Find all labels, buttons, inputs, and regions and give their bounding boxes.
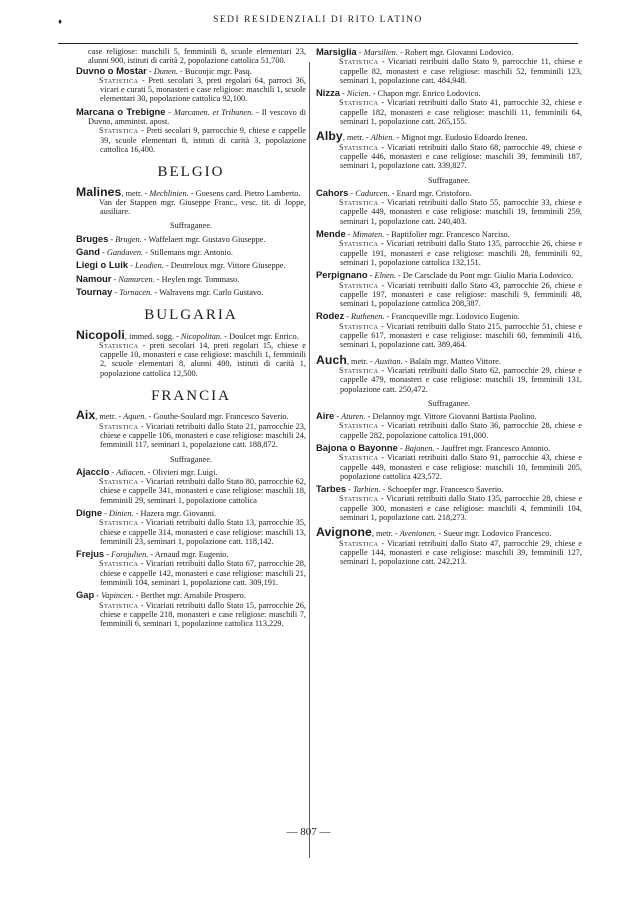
bishop-name: Sueur mgr. Lodovico Francesco. xyxy=(443,529,552,539)
stat-label: Statistica xyxy=(339,98,379,108)
diocese-entry-ajaccio: Ajaccio - Adiacen. - Olivieri mgr. Luigi. Statistica - Vicariati retribuiti dallo Stato 80, parrocchie 62, chiese e cappelle 341, monasteri e case religiose: maschili 18, femminili 29, seminari 1, popolazione cattolica xyxy=(76,465,306,505)
diocese-entry-namour: Namour - Namurcen. - Heylen mgr. Tommaso. xyxy=(76,272,240,284)
diocese-name: Ajaccio xyxy=(76,465,110,477)
bishop-name: Mignot mgr. Eudosio Edoardo Ireneo. xyxy=(401,133,528,143)
diocese-name: Gand xyxy=(76,246,100,258)
stat-label: Statistica xyxy=(339,494,379,504)
stat-text: Vicariati retribuiti dallo Stato 47, parrocchie 29, chiese e cappelle 144, monasteri e case religiose: maschili 39, femminili 127, seminari 1, popolazione catt. 242,213. xyxy=(340,538,582,567)
diocese-entry-bruges: Bruges - Brugen. - Waffelaert mgr. Gustavo Giuseppe. xyxy=(76,232,266,244)
diocese-name: Malines xyxy=(76,184,122,199)
diocese-name: Liegi o Luik xyxy=(76,259,129,271)
stat-text: Vicariati retribuiti dallo Stato 9, parrocchie 11, chiese e cappelle 82, monasteri e case religiose: maschili 52, femminili 123, seminari 1, popolazione catt. 484,948. xyxy=(340,57,583,85)
diocese-name: Duvno o Mostar xyxy=(76,64,147,76)
bishop-name: Baptifolier mgr. Francesco Narciso. xyxy=(391,230,510,240)
stat-text: Vicariati retribuiti dallo Stato 21, parrocchie 23, chiese e cappelle 106, monasteri e case religiose: maschili 24, femminili 117, seminari 1, popolazione catt. 188,872. xyxy=(100,421,306,450)
latin-name: Cadurcen. xyxy=(355,188,390,198)
stat-label: Statistica xyxy=(339,421,379,431)
bishop-name: Schoepfer mgr. Francesco Saverio. xyxy=(387,485,504,495)
stat-text: Vicariati retribuiti dallo Stato 62, parrocchie 29, chiese e cappelle 479, monasteri e case religiose: maschili 19, femminili 131, popolazione catt. 250,472. xyxy=(340,365,582,394)
latin-name: Gandaven. xyxy=(106,248,144,258)
stat-label: Statistica xyxy=(99,518,139,528)
latin-name: Auxitan. xyxy=(374,356,403,366)
stat-label: Statistica xyxy=(99,600,139,610)
latin-name: Nicien. xyxy=(346,89,371,99)
diocese-name: Mende xyxy=(316,228,346,240)
bishop-name: De Carsclade du Pont mgr. Giulio Maria Lodovico. xyxy=(402,271,574,281)
running-header xyxy=(58,10,578,30)
bishop-name: Buconjic mgr. Pasq. xyxy=(184,66,252,76)
stat-text: Vicariati retribuiti dallo Stato 215, parrocchie 51, chiese e cappelle 617, monasteri e case religiose: maschili 60, femminili 416, seminari 1, popolazione catt. 389,464. xyxy=(340,321,583,350)
stat-text: Vicariati retribuiti dallo Stato 135, parrocchie 26, chiese e cappelle 191, monasteri e case religiose: maschili 28, femminili 92, seminari 1, popolazione cattolica 132,151. xyxy=(340,239,583,267)
stat-label: Statistica xyxy=(339,239,379,249)
diocese-entry-auch: Auch, metr. - Auxitan. - Balaïn mgr. Matteo Vittore. Statistica - Vicariati retribuiti dallo Stato 62, parrocchie 29, chiese e cappelle 479, monasteri e case religiose: maschili 19, femminili 131, popolazione catt. 250,472. xyxy=(316,352,582,394)
stat-text: Preti secolari 9, parrocchie 9, chiese e cappelle 39, scuole elementari 8, istituti di carità 3, popolazione cattolica 16,400. xyxy=(100,126,306,154)
diocese-entry-rodez: Rodez - Ruthenen. - Francqueville mgr. Lodovico Eugenio. Statistica - Vicariati retribuiti dallo Stato 215, parrocchie 51, chiese e cappelle 617, monasteri e case religiose: maschili 60, femminili 416, seminari 1, popolazione catt. 389,464. xyxy=(316,310,583,350)
suffragan-heading: Suffraganee. xyxy=(169,221,212,231)
diocese-entry-malines: Malines, metr. - Mechlinien. - Goesens card. Pietro Lamberto. Van der Stappen mgr. Giuseppe Franc., vesc. tit. di Joppe, ausiliare. xyxy=(76,184,306,217)
bishop-name: Olivieri mgr. Luigi. xyxy=(152,467,218,477)
stat-label: Statistica xyxy=(99,421,139,431)
diocese-kind: metr. xyxy=(125,188,143,198)
diocese-entry-alby: Alby, metr. - Albien. - Mignot mgr. Eudosio Edoardo Ireneo. Statistica - Vicariati retribuiti dallo Stato 68, parrocchie 49, chiese e cappelle 446, monasteri e case religiose: maschili 39, femminili 187, seminari 1, popolazione catt. 339,827. xyxy=(316,129,582,171)
stat-label: Statistica xyxy=(339,321,379,331)
diocese-name: Marsiglia xyxy=(316,46,357,57)
diocese-name: Bajona o Bayonne xyxy=(316,441,398,453)
bishop-name: Stillemans mgr. Antonio. xyxy=(150,248,233,258)
stat-text: Vicariati retribuiti dallo Stato 36, parrocchie 28, chiese e cappelle 282, popolazione cattolica 191,000. xyxy=(340,421,582,440)
latin-name: Forojulien. xyxy=(111,550,149,560)
diocese-name: Aix xyxy=(76,408,96,423)
bishop-name: Berthet mgr. Amabile Prospero. xyxy=(140,591,246,601)
latin-name: Avenionen. xyxy=(399,529,437,539)
diocese-entry-liegi: Liegi o Luik - Leodien. - Deutreloux mgr. Vittore Giuseppe. xyxy=(76,259,286,271)
diocese-entry-bajona: Bajona o Bayonne - Bajonen. - Jauffret mgr. Francesco Antonio. Statistica - Vicariati retribuiti dallo Stato 91, parrocchie 43, chiese e cappelle 449, monasteri e case religiose: maschili 10, femminili 205, popolazione cattolica 423,572. xyxy=(316,441,582,481)
auxiliary-text: Van der Stappen mgr. Giuseppe Franc., vesc. tit. di Joppe, ausiliare. xyxy=(99,197,306,217)
diocese-entry-aix: Aix, metr. - Aquen. - Gouthe-Soulard mgr. Francesco Saverio. Statistica - Vicariati retribuiti dallo Stato 21, parrocchie 23, chiese e cappelle 106, monasteri e case religiose: maschili 24, femminili 117, seminari 1, popolazione catt. 188,872. xyxy=(76,408,306,450)
diocese-name: Perpignano xyxy=(316,269,368,281)
diocese-name: Avignone xyxy=(316,525,372,540)
diocese-name: Auch xyxy=(316,352,347,367)
bishop-name: Francqueville mgr. Lodovico Eugenio. xyxy=(391,312,520,322)
stat-text: preti secolari 14, preti regolari 15, chiese e cappelle 10, monasteri e case religiose: maschili 1, femminili 2, scuole elementari 8, alunni 400, istituti di carità 1, popolazione cattolica 12,500. xyxy=(100,340,306,378)
stat-text: Vicariati retribuiti dallo Stato 13, parrocchie 35, chiese e cappelle 314, monasteri e case religiose: maschili 13, femminili 23, seminari 1, popolazione catt. 118,142. xyxy=(100,518,306,546)
diocese-name: Alby xyxy=(316,129,343,144)
latin-name: Aquen. xyxy=(123,412,147,422)
bishop-name: Hazera mgr. Giovanni. xyxy=(140,508,217,518)
stat-text: Preti secolari 3, preti regolari 64, parroci 36, vicari e curati 5, monasteri e case religiose: maschili 1, scuole elementari 30, popolazione cattolica 92,100. xyxy=(100,75,306,104)
bishop-name: Jauffret mgr. Francesco Antonio. xyxy=(441,443,551,453)
page-number: — 807 — xyxy=(286,826,331,838)
bishop-name: Chapon mgr. Enrico Lodovico. xyxy=(377,89,481,99)
latin-name: Adiacen. xyxy=(116,467,146,477)
diocese-entry-gand: Gand - Gandaven. - Stillemans mgr. Antonio. xyxy=(76,246,233,258)
ornament-icon: ♦ xyxy=(58,17,63,26)
bishop-name: Enard mgr. Cristoforo. xyxy=(396,188,472,198)
bishop-name: Walravens mgr. Carlo Gustavo. xyxy=(159,287,264,297)
diocese-entry-digne: Digne - Dinien. - Hazera mgr. Giovanni. Statistica - Vicariati retribuiti dallo Stato 13, parrocchie 35, chiese e cappelle 314, monasteri e case religiose: maschili 13, femminili 23, seminari 1, popolazione catt. 118,142. xyxy=(76,506,306,546)
diocese-entry-cahors: Cahors - Cadurcen. - Enard mgr. Cristoforo. Statistica - Vicariati retribuiti dallo Stato 55, parrocchie 33, chiese e cappelle 449, monasteri e case religiose: maschili 19, femminili 259, seminari 1, popolazione catt. 240,403. xyxy=(316,186,582,226)
stat-label: Statistica xyxy=(339,142,379,152)
bishop-name: Deutreloux mgr. Vittore Giuseppe. xyxy=(170,261,286,271)
stat-text: Vicariati retribuiti dallo Stato 68, parrocchie 49, chiese e cappelle 446, monasteri e case religiose: maschili 39, femminili 187, seminari 1, popolazione catt. 339,827. xyxy=(340,142,582,171)
diocese-entry-perpignano: Perpignano - Elnen. - De Carsclade du Pont mgr. Giulio Maria Lodovico. Statistica - Vicariati retribuiti dallo Stato 43, parrocchie 26, chiese e cappelle 197, monasteri e case religiose: maschili 9, femminili 48, seminari 1, popolazione cattolica 208,387. xyxy=(316,269,582,309)
diocese-name: Rodez xyxy=(316,310,345,322)
latin-name: Mechlinien. xyxy=(149,188,189,198)
right-column xyxy=(316,47,582,570)
header-rule xyxy=(58,43,578,44)
stat-text: Vicariati retribuiti dallo Stato 135, parrocchie 28, chiese e cappelle 300, monasteri e case religiose: maschili 4, femminili 104, seminari 1, popolazione catt. 218,273. xyxy=(340,494,583,523)
diocese-name: Marcana o Trebigne xyxy=(76,105,166,117)
latin-name: Nicopolitan. xyxy=(180,331,223,341)
latin-name: Albien. xyxy=(370,133,395,143)
diocese-entry-mende: Mende - Mimaten. - Baptifolier mgr. Francesco Narciso. Statistica - Vicariati retribuiti dallo Stato 135, parrocchie 26, chiese e cappelle 191, monasteri e case religiose: maschili 28, femminili 92, seminari 1, popolazione cattolica 132,151. xyxy=(316,228,583,267)
country-heading-bulgaria: BULGARIA xyxy=(144,307,238,324)
diocese-kind: metr. xyxy=(99,412,117,422)
diocese-kind: immed. sogg. xyxy=(129,331,174,341)
diocese-entry-avignone: Avignone, metr. - Avenionen. - Sueur mgr. Lodovico Francesco. Statistica - Vicariati retribuiti dallo Stato 47, parrocchie 29, chiese e cappelle 144, monasteri e case religiose: maschili 39, femminili 127, seminari 1, popolazione catt. 242,213. xyxy=(316,525,582,567)
stat-label: Statistica xyxy=(339,280,379,290)
bishop-name: Robert mgr. Giovanni Lodovico. xyxy=(404,48,514,57)
latin-name: Tarbien. xyxy=(352,485,381,495)
continuation-text: case religiose: maschili 5, femminili 8, scuole elementari 23, alunni 900, istituti di carità 2, popolazione cattolica 51,700. xyxy=(88,47,306,66)
stat-label: Statistica xyxy=(99,126,139,136)
stat-label: Statistica xyxy=(339,365,379,375)
diocese-name: Aire xyxy=(316,410,335,422)
left-column xyxy=(76,47,306,632)
diocese-entry-marcana: Marcana o Trebigne - Marcanen. et Tribunen. - Il vescovo di Duvno, amminist. apost. Statistica - Preti secolari 9, parrocchie 9, chiese e cappelle 39, scuole elementari 8, istituti di carità 3, popolazione cattolica 16,400. xyxy=(76,105,307,154)
diocese-name: Nicopoli xyxy=(76,327,125,342)
diocese-name: Cahors xyxy=(316,186,349,198)
diocese-kind: metr. xyxy=(376,529,393,539)
diocese-entry-aire: Aire - Aturen. - Delannoy mgr. Vittore Giovanni Battista Paolino. Statistica - Vicariati retribuiti dallo Stato 36, parrocchie 28, chiese e cappelle 282, popolazione cattolica 191,000. xyxy=(316,410,582,440)
latin-name: Mimaten. xyxy=(352,230,385,240)
diocese-entry-nicopoli: Nicopoli, immed. sogg. - Nicopolitan. - Doulcet mgr. Enrico. Statistica - preti secolari 14, preti regolari 15, chiese e cappelle 10, monasteri e case religiose: maschili 1, femminili 2, scuole elementari 8, alunni 400, istituti di carità 1, popolazione cattolica 12,500. xyxy=(76,327,306,378)
stat-label: Statistica xyxy=(99,75,139,85)
stat-label: Statistica xyxy=(339,453,379,463)
stat-text: Vicariati retribuiti dallo Stato 91, parrocchie 43, chiese e cappelle 449, monasteri e case religiose: maschili 10, femminili 205, popolazione cattolica 423,572. xyxy=(340,453,582,481)
suffragan-heading: Suffraganee. xyxy=(427,398,470,408)
diocese-kind: metr. xyxy=(351,356,368,366)
stat-text: Vicariati retribuiti dallo Stato 15, parrocchie 26, chiese e cappelle 218, monasteri e case religiose: maschili 7, femminili 6, seminari 1, popolazione cattolica 113,229. xyxy=(100,600,306,629)
country-heading-francia: FRANCIA xyxy=(151,388,231,405)
bishop-name: Goesens card. Pietro Lamberto. xyxy=(195,188,301,198)
bishop-name: Waffelaert mgr. Gustavo Giuseppe. xyxy=(148,234,266,244)
bishop-name: Balaïn mgr. Matteo Vittore. xyxy=(409,356,501,366)
diocese-entry-duvno: Duvno o Mostar - Dunen. - Buconjic mgr. Pasq. Statistica - Preti secolari 3, preti regolari 64, parroci 36, vicari e curati 5, monasteri e case religiose: maschili 1, scuole elementari 30, popolazione cattolica 92,100. xyxy=(76,64,306,104)
latin-name: Namurcen. xyxy=(118,274,155,284)
diocese-name: Namour xyxy=(76,272,112,284)
latin-name: Marsilien. xyxy=(363,48,398,57)
suffragan-heading: Suffraganee. xyxy=(169,454,212,464)
diocese-name: Tournay xyxy=(76,285,113,297)
bishop-name: Doulcet mgr. Enrico. xyxy=(229,331,299,341)
latin-name: Ruthenen. xyxy=(351,312,385,322)
stat-label: Statistica xyxy=(99,477,139,487)
latin-name: Leodien. xyxy=(135,261,164,271)
diocese-name: Tarbes xyxy=(316,483,347,495)
stat-text: Vicariati retribuiti dallo Stato 67, parrocchie 28, chiese e cappelle 142, monasteri e case religiose: maschili 21, femminili 104, seminari 1, popolazione catt. 309,191. xyxy=(100,559,306,588)
stat-label: Statistica xyxy=(339,538,379,548)
diocese-entry-frejus: Frejus - Forojulien. - Arnaud mgr. Eugenio. Statistica - Vicariati retribuiti dallo Stato 67, parrocchie 28, chiese e cappelle 142, monasteri e case religiose: maschili 21, femminili 104, seminari 1, popolazione catt. 309,191. xyxy=(76,548,306,588)
stat-label: Statistica xyxy=(99,559,139,569)
country-heading-belgio: BELGIO xyxy=(157,164,225,181)
diocese-name: Frejus xyxy=(76,548,105,560)
diocese-name: Nizza xyxy=(316,87,340,99)
stat-text: Vicariati retribuiti dallo Stato 80, parrocchie 62, chiese e cappelle 341, monasteri e case religiose: maschili 18, femminili 29, seminari 1, popolazione cattolica xyxy=(100,477,306,505)
bishop-name: Heylen mgr. Tommaso. xyxy=(161,274,240,284)
latin-name: Bajonen. xyxy=(404,443,435,453)
column-divider xyxy=(309,62,310,858)
diocese-name: Digne xyxy=(76,506,103,518)
diocese-entry-gap: Gap - Vapincen. - Berthet mgr. Amabile Prospero. Statistica - Vicariati retribuiti dallo Stato 15, parrocchie 26, chiese e cappelle 218, monasteri e case religiose: maschili 7, femminili 6, seminari 1, popolazione cattolica 113,229. xyxy=(76,589,306,629)
latin-name: Aturen. xyxy=(341,412,366,422)
bishop-name: Il vescovo di Duvno, amminist. apost. xyxy=(88,107,307,127)
latin-name: Brugen. xyxy=(115,234,142,244)
diocese-entry-nizza: Nizza - Nicien. - Chapon mgr. Enrico Lodovico. Statistica - Vicariati retribuiti dallo Stato 41, parrocchie 32, chiese e cappelle 182, monasteri e case religiose: maschili 11, femminili 64, seminari 1, popolazione catt. 265,155. xyxy=(316,87,582,127)
stat-label: Statistica xyxy=(99,340,139,350)
latin-name: Vapincen. xyxy=(101,591,134,601)
latin-name: Dinien. xyxy=(108,508,134,518)
diocese-name: Bruges xyxy=(76,232,109,244)
diocese-kind: metr. xyxy=(346,133,364,143)
bishop-name: Gouthe-Soulard mgr. Francesco Saverio. xyxy=(153,412,289,422)
bishop-name: Delannoy mgr. Vittore Giovanni Battista Paolino. xyxy=(372,412,537,422)
diocese-entry-marsiglia: Marsiglia - Marsilien. - Robert mgr. Giovanni Lodovico. Statistica - Vicariati retribuiti dallo Stato 9, parrocchie 11, chiese e cappelle 82, monasteri e case religiose: maschili 52, femminili 123, seminari 1, popolazione catt. 484,948. xyxy=(316,46,583,85)
latin-name: Tornacen. xyxy=(119,287,153,297)
latin-name: Dunen. xyxy=(153,66,178,76)
diocese-name: Gap xyxy=(76,589,95,601)
page-title: SEDI RESIDENZIALI DI RITO LATINO xyxy=(213,15,423,25)
bishop-name: Arnaud mgr. Eugenio. xyxy=(154,550,229,560)
stat-text: Vicariati retribuiti dallo Stato 41, parrocchie 32, chiese e cappelle 182, monasteri e case religiose: maschili 11, femminili 64, seminari 1, popolazione catt. 265,155. xyxy=(340,98,582,127)
stat-label: Statistica xyxy=(339,57,379,67)
suffragan-heading: Suffraganee. xyxy=(427,175,470,185)
stat-label: Statistica xyxy=(339,198,379,208)
diocese-entry-tournay: Tournay - Tornacen. - Walravens mgr. Carlo Gustavo. xyxy=(76,285,264,297)
latin-name: Elnen. xyxy=(374,271,396,281)
latin-name: Marcanen. et Tribunen. xyxy=(173,107,254,117)
stat-text: Vicariati retribuiti dallo Stato 43, parrocchie 26, chiese e cappelle 197, monasteri e case religiose: maschili 9, femminili 48, seminari 1, popolazione cattolica 208,387. xyxy=(340,280,582,309)
stat-text: Vicariati retribuiti dallo Stato 55, parrocchie 33, chiese e cappelle 449, monasteri e case religiose: maschili 19, femminili 259, seminari 1, popolazione catt. 240,403. xyxy=(340,198,582,226)
diocese-entry-tarbes: Tarbes - Tarbien. - Schoepfer mgr. Francesco Saverio. Statistica - Vicariati retribuiti dallo Stato 135, parrocchie 28, chiese e cappelle 300, monasteri e case religiose: maschili 4, femminili 104, seminari 1, popolazione catt. 218,273. xyxy=(316,483,583,523)
